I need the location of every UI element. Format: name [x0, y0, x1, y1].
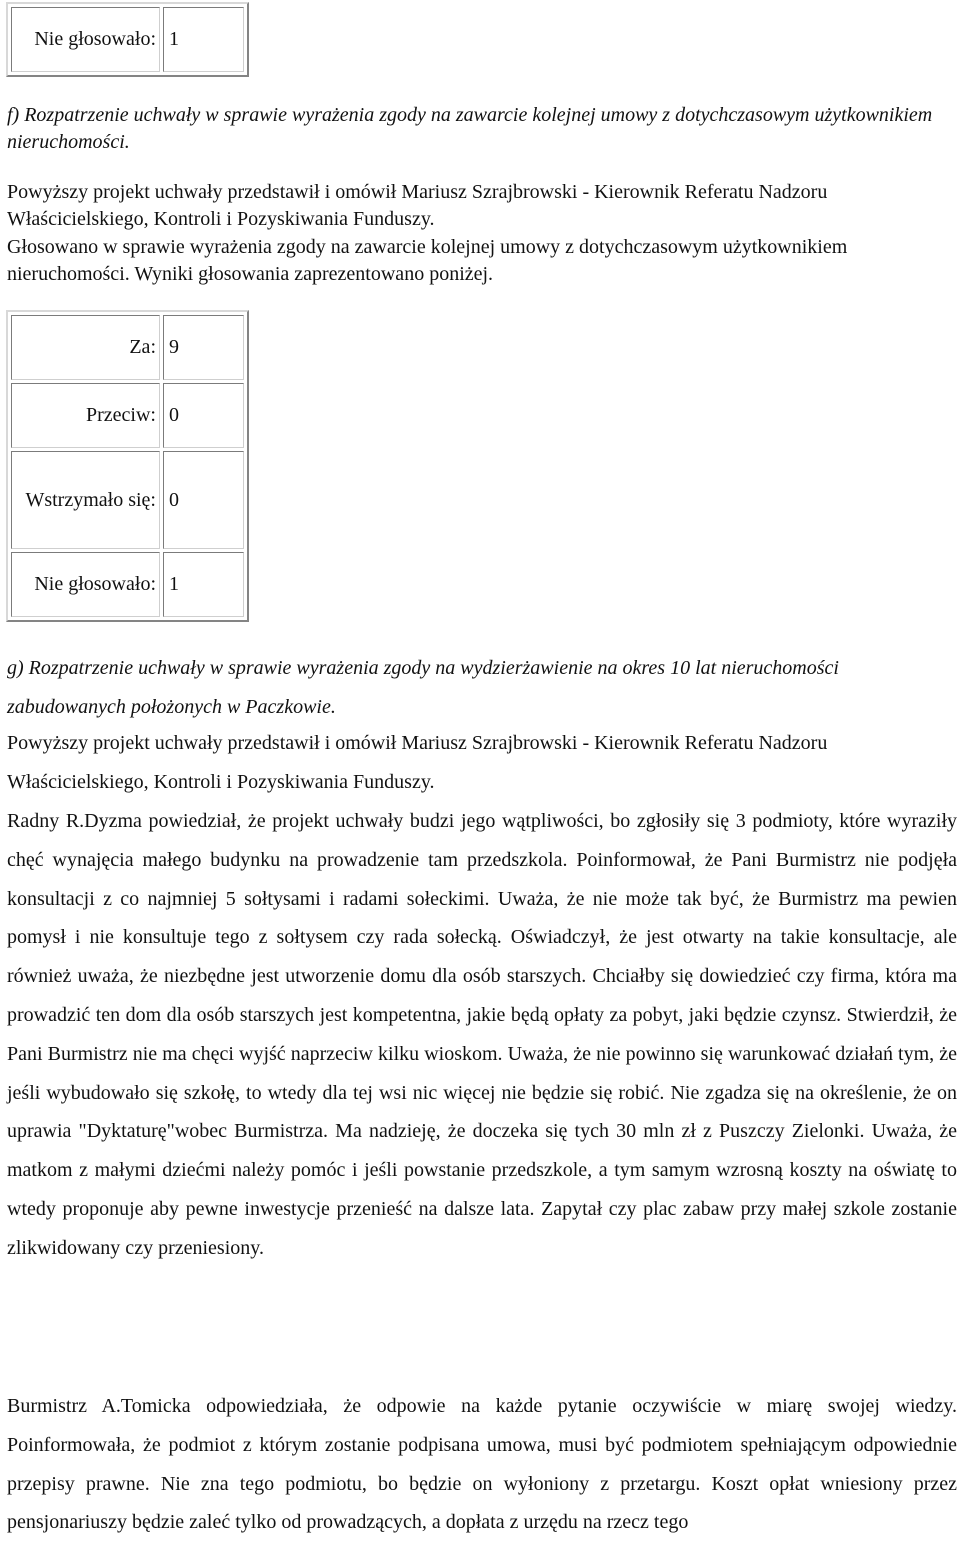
section-f-voting-intro: Głosowano w sprawie wyrażenia zgody na zawarcie kolejnej umowy z dotychczasowym użytkownikiem nieruchomości. Wyniki głosowania zaprezentowano poniżej. [7, 236, 848, 285]
vote-value: 1 [163, 552, 244, 617]
vote-row-not-voted [11, 7, 244, 72]
vote-row-against [11, 383, 244, 448]
vote-label: Za: [11, 315, 160, 380]
vote-row-for [11, 315, 244, 380]
vote-value: 9 [163, 315, 244, 380]
vote-label: Nie głosowało: [11, 7, 160, 72]
vote-value: 1 [163, 7, 244, 72]
section-f-presented: Powyższy projekt uchwały przedstawił i omówił Mariusz Szrajbrowski - Kierownik Referatu Nadzoru Właścicielskiego, Kontroli i Pozyskiwania Funduszy. [7, 181, 828, 230]
section-g-burmistrz-response: Burmistrz A.Tomicka odpowiedziała, że odpowie na każde pytanie oczywiście w miarę swojej wiedzy. Poinformowała, że podmiot z którym zostanie podpisana umowa, musi być podmiotem spełniającym odpowiednie przepisy prawne. Nie zna tego podmiotu, bo będzie on wyłoniony z przetargu. Koszt opłat wniesiony przez pensjonariuszy będzie zaleć tylko od prowadzących, a dopłata z urzędu na rzecz tego [7, 1395, 957, 1534]
vote-results-table-f [6, 310, 249, 622]
vote-value: 0 [163, 451, 244, 549]
vote-label: Nie głosowało: [11, 552, 160, 617]
section-g-radny-statement: Radny R.Dyzma powiedział, że projekt uchwały budzi jego wątpliwości, bo zgłosiły się 3 podmioty, które wyraziły chęć wynajęcia małego budynku na prowadzenie tam przedszkola. Poinformował, że Pani Burmistrz nie podjęła konsultacji z co najmniej 5 sołtysami i radami sołeckimi. Uważa, że nie może tak być, że Burmistrz ma pewien pomysł i nie konsultuje tego z sołtysem czy rada sołecką. Oświadczył, że jest otwarty na takie konsultacje, ale również uważa, że niezbędne jest utworzenie domu dla osób starszych. Chciałby się dowiedzieć czy firma, która ma prowadzić ten dom dla osób starszych jest kompetentna, jakie będą opłaty za pobyt, jaki będzie czynsz. Stwierdził, że Pani Burmistrz nie ma chęci wyjść naprzeciw kilku wioskom. Uważa, że nie powinno się warunkować działań tym, że jeśli wybudowało się szkołę, to wtedy dla tej wsi nic więcej nie będzie się robić. Nie zgadza się na określenie, że on uprawia "Dyktaturę"wobec Burmistrza. Ma nadzieję, że doczeka się tych 30 mln zł z Puszczy Zielonki. Uważa, że matkom z małymi dziećmi należy pomóc i jeśli powstanie przedszkole, a tym samym wzrosną koszty na oświatę to wtedy proponuje aby pewne inwestycje przenieść na dalsze lata. Zapytał czy plac zabaw przy małej szkole zostanie zlikwidowany czy przeniesiony. [7, 810, 957, 1259]
vote-results-table-previous [6, 2, 249, 77]
vote-row-abstained [11, 451, 244, 549]
vote-label: Przeciw: [11, 383, 160, 448]
vote-label: Wstrzymało się: [11, 451, 160, 549]
vote-value: 0 [163, 383, 244, 448]
section-g-presented: Powyższy projekt uchwały przedstawił i omówił Mariusz Szrajbrowski - Kierownik Referatu Nadzoru Właścicielskiego, Kontroli i Pozyskiwania Funduszy. [7, 732, 828, 793]
vote-row-not-voted [11, 552, 244, 617]
section-f-heading: f) Rozpatrzenie uchwały w sprawie wyrażenia zgody na zawarcie kolejnej umowy z dotychczasowym użytkownikiem nieruchomości. [7, 104, 933, 153]
section-g-heading: g) Rozpatrzenie uchwały w sprawie wyrażenia zgody na wydzierżawienie na okres 10 lat nieruchomości zabudowanych położonych w Paczkowie. [7, 657, 839, 718]
